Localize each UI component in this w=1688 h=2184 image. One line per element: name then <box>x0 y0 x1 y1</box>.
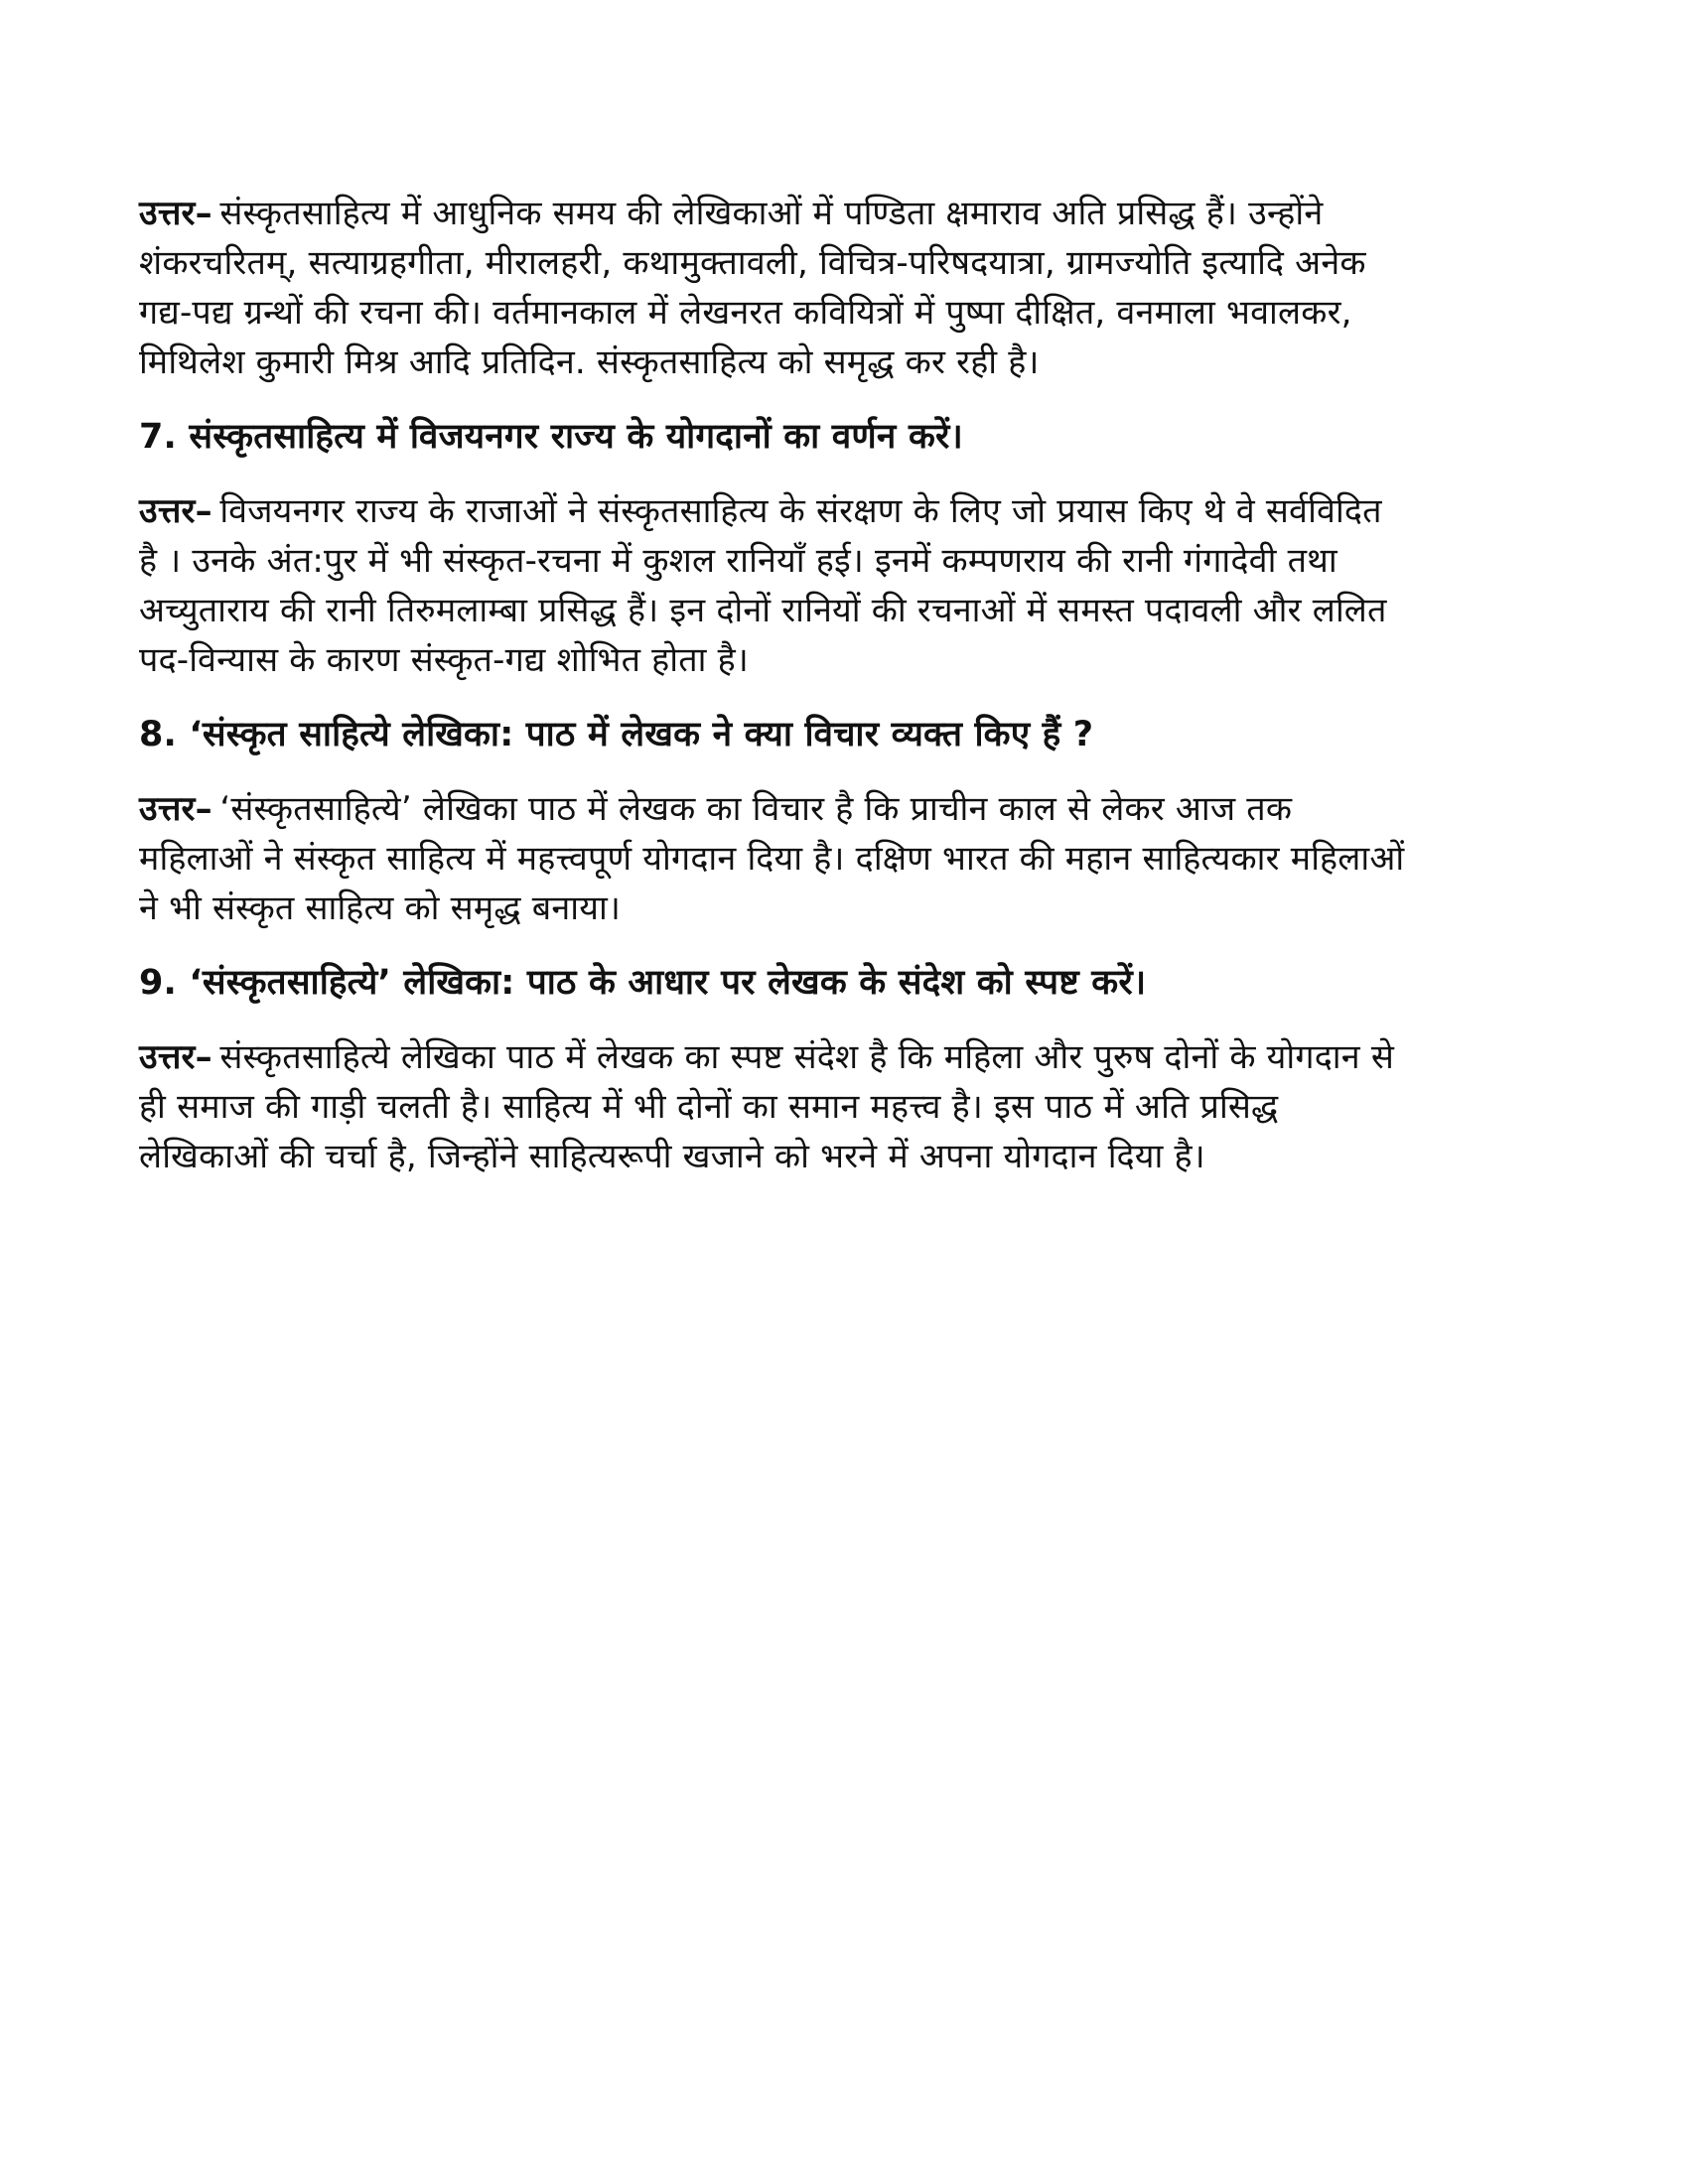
answer-label: उत्तर– <box>139 491 212 531</box>
answer-paragraph-8 <box>139 784 1405 933</box>
answer-paragraph-9 <box>139 1032 1405 1181</box>
answer-label: उत्तर– <box>139 1037 212 1077</box>
answer-paragraph-6 <box>139 189 1405 387</box>
answer-text: ‘संस्कृतसाहित्ये’ लेखिका पाठ में लेखक का विचार है कि प्राचीन काल से लेकर आज तक महिलाओं ने संस्कृत साहित्य में महत्त्वपूर्ण योगदान दिया है। दक्षिण भारत की महान साहित्यकार महिलाओं ने भी संस्कृत साहित्य को समृद्ध बनाया। <box>139 789 1405 928</box>
answer-paragraph-7 <box>139 486 1405 685</box>
document-content <box>139 189 1405 1181</box>
answer-label: उत्तर– <box>139 789 212 829</box>
answer-label: उत्तर– <box>139 194 212 233</box>
question-heading-7: 7. संस्कृतसाहित्य में विजयनगर राज्य के योगदानों का वर्णन करें। <box>139 417 964 457</box>
answer-text: विजयनगर राज्य के राजाओं ने संस्कृतसाहित्य के संरक्षण के लिए जो प्रयास किए थे वे सर्वविदित है । उनके अंत:पुर में भी संस्कृत-रचना में कुशल रानियाँ हई। इनमें कम्पणराय की रानी गंगादेवी तथा अच्युताराय की रानी तिरुमलाम्बा प्रसिद्ध हैं। इन दोनों रानियों की रचनाओं में समस्त पदावली और ललित पद-विन्यास के कारण संस्कृत-गद्य शोभित होता है। <box>139 491 1387 680</box>
question-heading-9: 9. ‘संस्कृतसाहित्ये’ लेखिका: पाठ के आधार पर लेखक के संदेश को स्पष्ट करें। <box>139 963 1147 1003</box>
answer-text: संस्कृतसाहित्ये लेखिका पाठ में लेखक का स्पष्ट संदेश है कि महिला और पुरुष दोनों के योगदान से ही समाज की गाड़ी चलती है। साहित्य में भी दोनों का समान महत्त्व है। इस पाठ में अति प्रसिद्ध लेखिकाओं की चर्चा है, जिन्होंने साहित्यरूपी खजाने को भरने में अपना योगदान दिया है। <box>139 1037 1395 1176</box>
answer-text: संस्कृतसाहित्य में आधुनिक समय की लेखिकाओं में पण्डिता क्षमाराव अति प्रसिद्ध हैं। उन्होंने शंकरचरितम्, सत्याग्रहगीता, मीरालहरी, कथामुक्तावली, विचित्र-परिषदयात्रा, ग्रामज्योति इत्यादि अनेक गद्य-पद्य ग्रन्थों की रचना की। वर्तमानकाल में लेखनरत कवियित्रों में पुष्पा दीक्षित, वनमाला भवालकर, मिथिलेश कुमारी मिश्र आदि प्रतिदिन. संस्कृतसाहित्य को समृद्ध कर रही है। <box>139 194 1366 382</box>
question-heading-8: 8. ‘संस्कृत साहित्ये लेखिका: पाठ में लेखक ने क्या विचार व्यक्त किए हैं ? <box>139 715 1094 754</box>
